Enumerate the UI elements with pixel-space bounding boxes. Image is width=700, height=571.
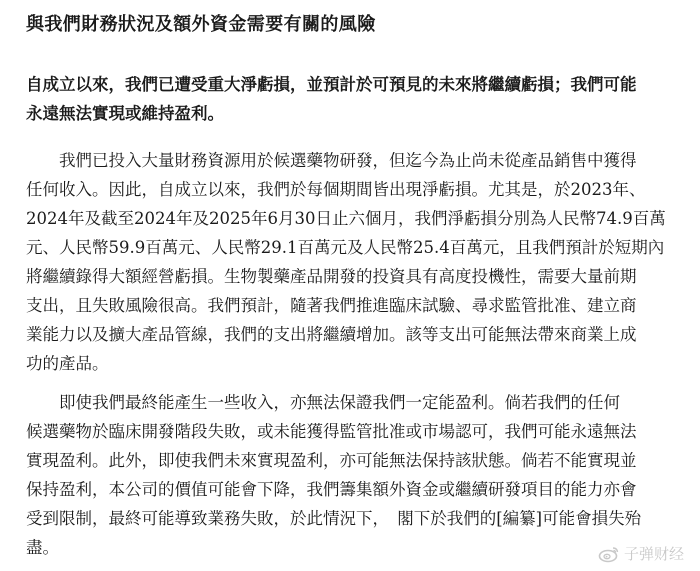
paragraph-line: 即使我們最終能產生一些收入，亦無法保證我們一定能盈利。倘若我們的任何 (26, 393, 620, 412)
watermark (598, 543, 684, 564)
paragraph-line: 保持盈利，本公司的價值可能會下降，我們籌集額外資金或繼續研發項目的能力亦會 (26, 480, 637, 499)
risk-summary (26, 70, 686, 128)
summary-line: 自成立以來，我們已遭受重大淨虧損，並預計於可預見的未來將繼續虧損；我們可能 (26, 75, 637, 94)
paragraph-line: 我們已投入大量財務資源用於候選藥物研發，但迄今為止尚未從產品銷售中獲得 (26, 151, 637, 170)
paragraph-line: 支出，且失敗風險很高。我們預計，隨著我們推進臨床試驗、尋求監管批准、建立商 (26, 296, 637, 315)
paragraph-line: 候選藥物於臨床開發階段失敗，或未能獲得監管批准或市場認可，我們可能永遠無法 (26, 422, 637, 441)
paragraph-line: 元、人民幣59.9百萬元、人民幣29.1百萬元及人民幣25.4百萬元，且我們預計於短期內 (26, 238, 665, 257)
paragraph-line: 2024年及截至2024年及2025年6月30日止六個月，我們淨虧損分別為人民幣74.9百萬 (26, 209, 666, 228)
paragraph-line: 業能力以及擴大產品管線，我們的支出將繼續增加。該等支出可能無法帶來商業上成 (26, 325, 637, 344)
weibo-logo-icon (598, 545, 620, 563)
summary-line: 永遠無法實現或維持盈利。 (26, 104, 224, 123)
paragraph-line: 任何收入。因此，自成立以來，我們於每個期間皆出現淨虧損。尤其是，於2023年、 (26, 180, 646, 199)
paragraph-line: 功的產品。 (26, 354, 109, 373)
paragraph-line: 實現盈利。此外，即使我們未來實現盈利，亦可能無法保持該狀態。倘若不能實現並 (26, 451, 637, 470)
paragraph-line: 將繼續錄得大額經營虧損。生物製藥產品開發的投資具有高度投機性，需要大量前期 (26, 267, 637, 286)
paragraph-line: 盡。 (26, 538, 59, 557)
section-heading: 與我們財務狀況及額外資金需要有關的風險 (26, 14, 376, 35)
paragraph-net-losses (26, 146, 686, 378)
paragraph-profitability (26, 388, 686, 562)
paragraph-line: 受到限制，最終可能導致業務失敗，於此情況下， 閣下於我們的[編纂]可能會損失殆 (26, 509, 642, 528)
watermark-text: 子弹财经 (624, 545, 685, 563)
